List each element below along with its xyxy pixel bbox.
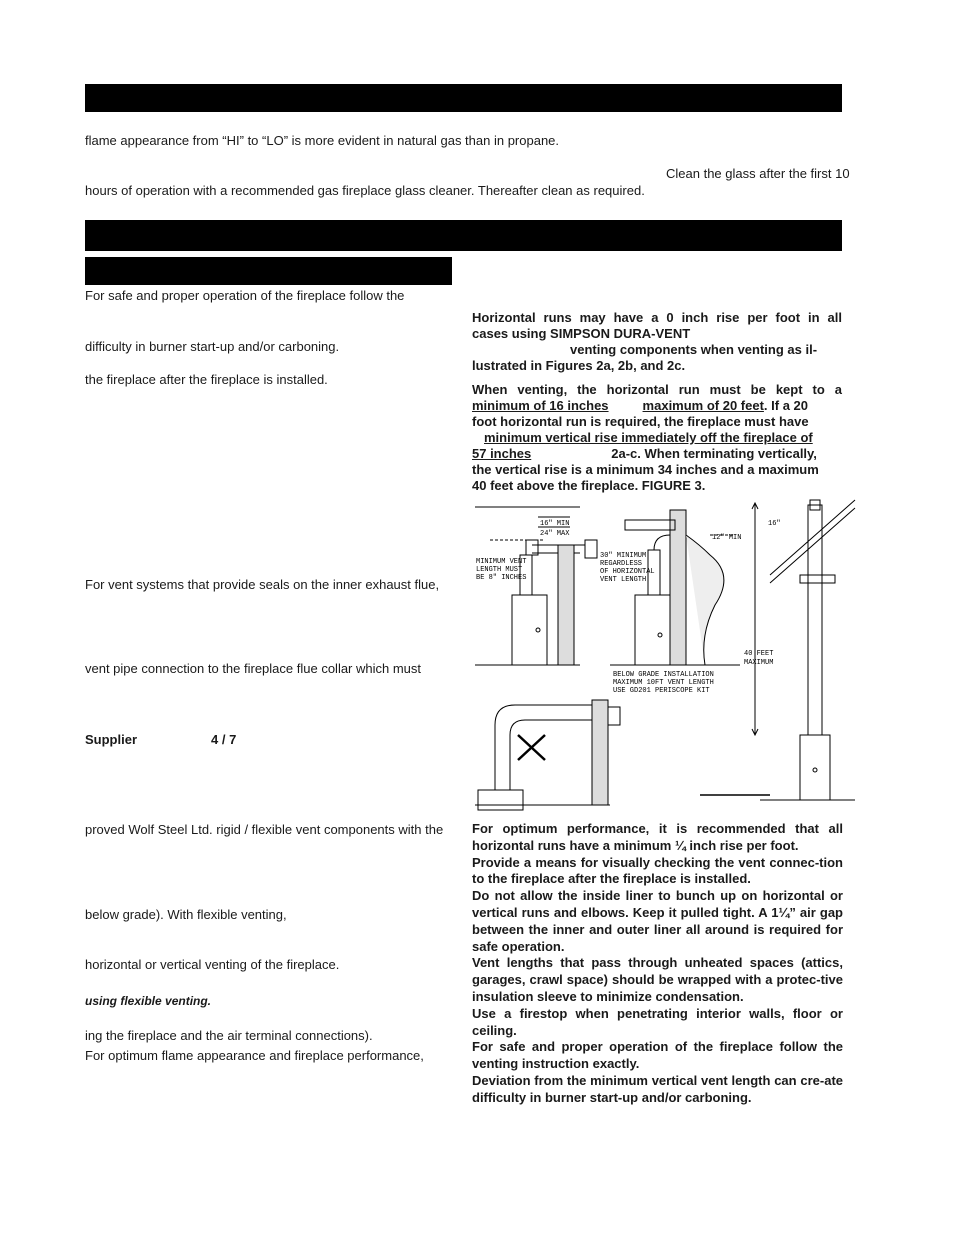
b-label-5: 12" MIN — [712, 534, 742, 542]
b-label-1: 30" MINIMUM — [600, 552, 647, 560]
right-line-9 — [472, 446, 842, 462]
section-header-bar-1 — [85, 84, 842, 112]
top-line-1: flame appearance from “HI” to “LO” is more evident in natural gas than in propane. — [85, 133, 560, 148]
left-text-5: vent pipe connection to the fireplace flue collar which must — [85, 661, 422, 676]
venting-figure — [470, 495, 860, 815]
bullet-item: For safe and proper operation of the fireplace follow the venting instruction exactly. — [472, 1039, 843, 1072]
bullet-item: Use a firestop when penetrating interior walls, floor or ceiling. — [472, 1005, 843, 1038]
b-label-4: VENT LENGTH — [600, 576, 647, 584]
right-line-2 — [472, 326, 842, 342]
section-header-bar-2 — [85, 220, 842, 251]
supplier-fraction: 4 / 7 — [211, 732, 237, 747]
figure-a-horizontal — [475, 517, 597, 665]
a-label-4: LENGTH MUST — [476, 566, 523, 574]
figure-c-incorrect — [475, 700, 620, 810]
top-line-2: Clean the glass after the first 10 — [666, 166, 850, 181]
b-caption-2: MAXIMUM 10FT VENT LENGTH — [613, 679, 714, 687]
figure-d-vertical — [700, 500, 855, 800]
b-caption-3: USE GD201 PERISCOPE KIT — [613, 687, 710, 695]
right-intro — [472, 310, 842, 494]
left-text-6: proved Wolf Steel Ltd. rigid / flexible vent components with the — [85, 822, 444, 837]
a-label-5: BE 8" INCHES — [476, 574, 527, 582]
right-line-5: When venting, the horizontal run must be kept to a — [472, 382, 842, 397]
left-text-11: For optimum flame appearance and fireplace performance, — [85, 1048, 424, 1063]
b-label-3: OF HORIZONTAL — [600, 568, 655, 576]
right-line-4: lustrated in Figures 2a, 2b, and 2c. — [472, 358, 686, 373]
a-label-2: 24" MAX — [540, 530, 570, 538]
bullet-item: Do not allow the inside liner to bunch up on horizontal or vertical runs and elbows. Keep it pulled tight. A 1¼” air gap between the inner and outer liner all around is required for safe operation. — [472, 888, 843, 954]
top-line-3: hours of operation with a recommended gas fireplace glass cleaner. Thereafter clean as required. — [85, 183, 645, 198]
right-line-2a: cases using — [472, 326, 551, 341]
right-line-7: foot horizontal run is required, the fireplace must have — [472, 414, 809, 429]
c-label-2: 40 FEET — [744, 650, 774, 658]
right-bullets — [472, 821, 843, 1107]
a-label-3: MINIMUM VENT — [476, 558, 527, 566]
left-text-7: below grade). With flexible venting, — [85, 907, 287, 922]
bullet-item: Vent lengths that pass through unheated spaces (attics, garages, crawl space) should be wrapped with a protec-tive insulation sleeve to minimize condensation. — [472, 955, 843, 1004]
bullet-item: For optimum performance, it is recommended that all horizontal runs have a minimum ¼ inch rise per foot. — [472, 821, 843, 853]
right-line-3: venting components when venting as il- — [570, 342, 818, 357]
simpson-dura-vent: SIMPSON DURA-VENT — [550, 326, 691, 341]
right-line-6 — [472, 398, 842, 414]
left-text-1: For safe and proper operation of the fireplace follow the — [85, 288, 405, 303]
left-text-10: ing the fireplace and the air terminal connections). — [85, 1028, 373, 1043]
left-text-4: For vent systems that provide seals on the inner exhaust flue, — [85, 577, 440, 592]
right-line-11: 40 feet above the fireplace. FIGURE 3. — [472, 478, 706, 493]
right-line-9-tail: 2a-c. When terminating vertically, — [611, 446, 817, 461]
left-text-2: difficulty in burner start-up and/or carboning. — [85, 339, 340, 354]
left-text-9: using flexible venting. — [85, 994, 212, 1008]
left-text-3: the fireplace after the fireplace is installed. — [85, 372, 328, 387]
max-20-feet: maximum of 20 feet — [642, 398, 764, 413]
right-line-1: Horizontal runs may have a 0 inch rise per foot in all — [472, 310, 842, 325]
c-label-1: 16" — [768, 520, 781, 528]
right-line-6-tail: . If a 20 — [763, 398, 808, 413]
c-label-3: MAXIMUM — [744, 659, 774, 667]
right-line-8 — [472, 430, 842, 446]
a-label-1: 16" MIN — [540, 520, 570, 528]
min-16-inches: minimum of 16 inches — [472, 398, 609, 413]
supplier-label: Supplier — [85, 732, 138, 747]
bullet-item: Deviation from the minimum vertical vent length can cre-ate difficulty in burner start-up and/or carboning. — [472, 1072, 843, 1105]
right-line-10: the vertical rise is a minimum 34 inches and a maximum — [472, 462, 819, 477]
57-inches: 57 inches — [472, 446, 532, 461]
left-text-8: horizontal or vertical venting of the fireplace. — [85, 957, 340, 972]
bullet-item: Provide a means for visually checking the vent connec-tion to the fireplace after the fireplace is installed. — [472, 854, 843, 887]
b-caption-1: BELOW GRADE INSTALLATION — [613, 671, 714, 679]
b-label-2: REGARDLESS — [600, 560, 643, 568]
min-vertical-rise: minimum vertical rise immediately off the fireplace of — [484, 430, 813, 445]
subsection-header-bar — [85, 257, 452, 285]
